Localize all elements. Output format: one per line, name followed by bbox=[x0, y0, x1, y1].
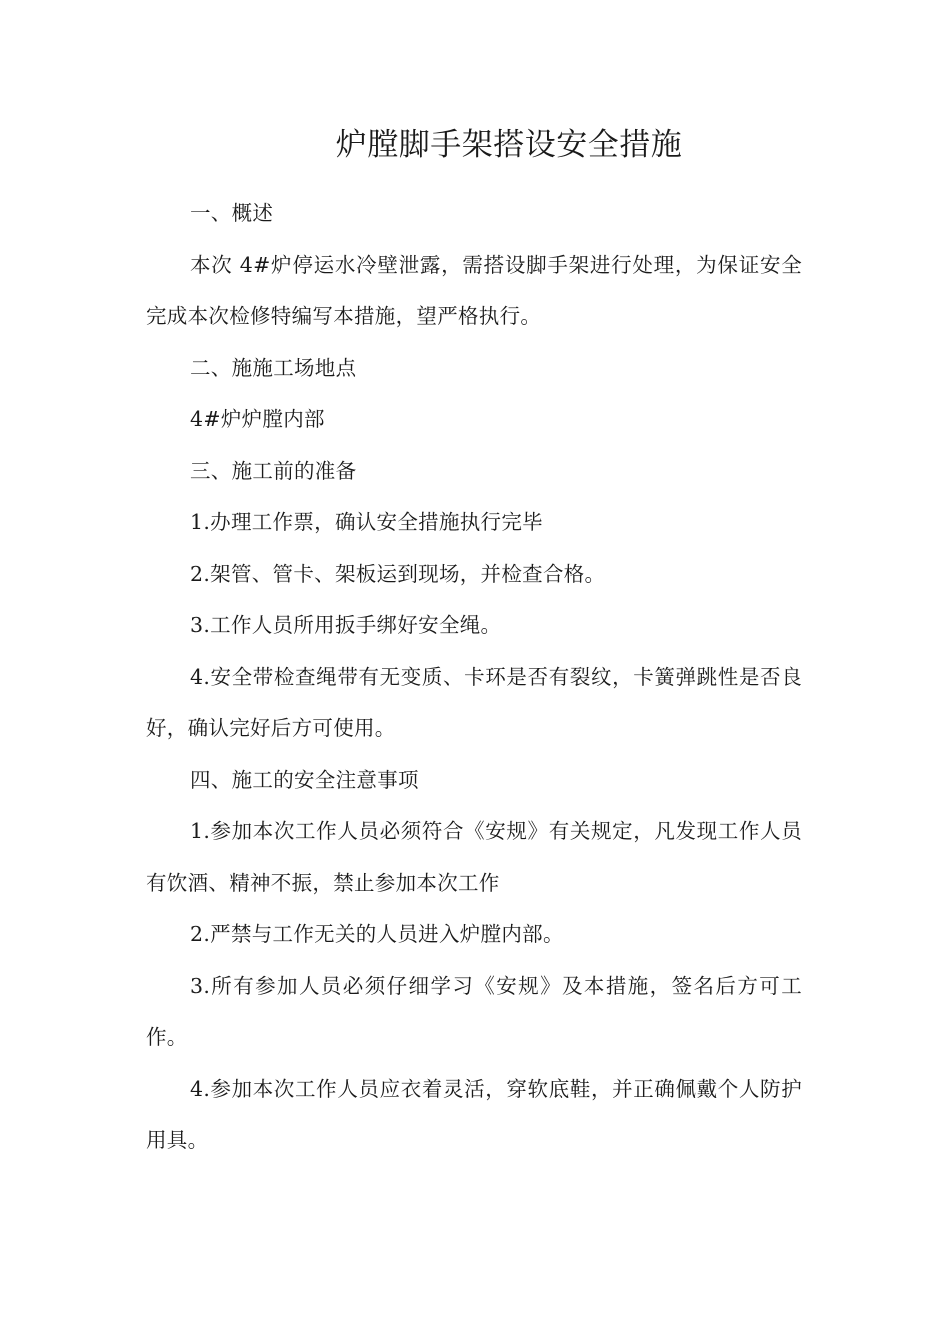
list-item-safety-1: 1.参加本次工作人员必须符合《安规》有关规定，凡发现工作人员有饮酒、精神不振，禁止参加本次工作 bbox=[146, 819, 802, 895]
paragraph-location: 4#炉炉膛内部 bbox=[190, 407, 325, 431]
document-title: 炉膛脚手架搭设安全措施 bbox=[335, 127, 683, 163]
paragraph-overview: 本次 4#炉停运水冷壁泄露，需搭设脚手架进行处理，为保证安全完成本次检修特编写本措施，望严格执行。 bbox=[146, 252, 802, 328]
section-heading-location: 二、施施工场地点 bbox=[190, 355, 357, 380]
list-item-preparation-2: 2.架管、管卡、架板运到现场，并检查合格。 bbox=[190, 561, 606, 586]
list-item-safety-2: 2.严禁与工作无关的人员进入炉膛内部。 bbox=[190, 922, 564, 946]
section-heading-overview: 一、概述 bbox=[190, 201, 274, 225]
list-item-preparation-1: 1.办理工作票，确认安全措施执行完毕 bbox=[190, 510, 543, 534]
section-heading-safety: 四、施工的安全注意事项 bbox=[190, 767, 419, 792]
section-heading-preparation: 三、施工前的准备 bbox=[190, 458, 357, 483]
list-item-safety-3: 3.所有参加人员必须仔细学习《安规》及本措施，签名后方可工作。 bbox=[146, 973, 802, 1049]
list-item-preparation-4: 4.安全带检查绳带有无变质、卡环是否有裂纹，卡簧弹跳性是否良好，确认完好后方可使用。 bbox=[146, 664, 802, 740]
list-item-safety-4: 4.参加本次工作人员应衣着灵活，穿软底鞋，并正确佩戴个人防护用具。 bbox=[146, 1076, 802, 1152]
document-body bbox=[146, 188, 802, 1167]
list-item-preparation-3: 3.工作人员所用扳手绑好安全绳。 bbox=[190, 613, 502, 637]
